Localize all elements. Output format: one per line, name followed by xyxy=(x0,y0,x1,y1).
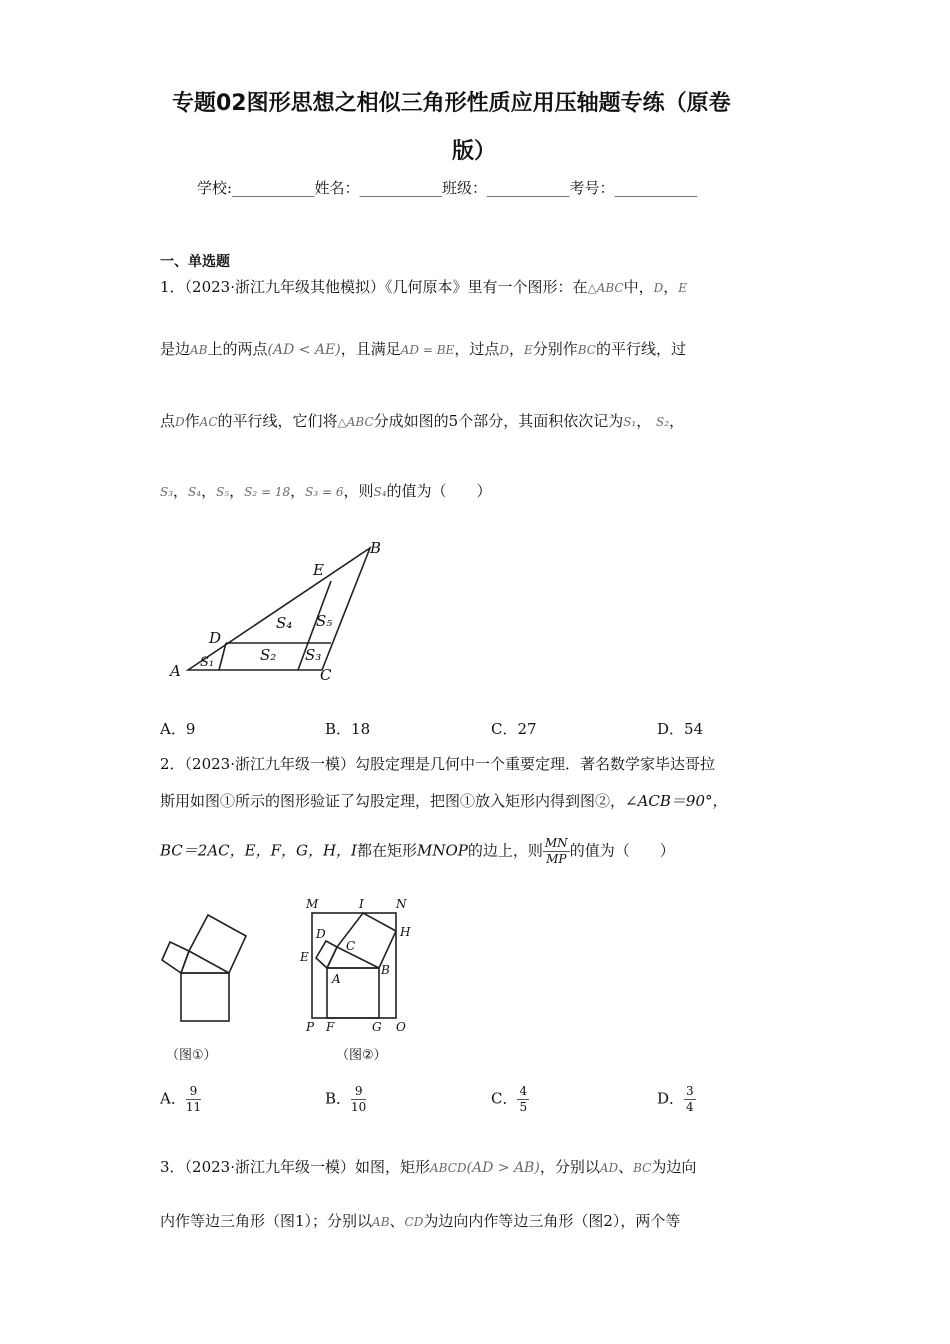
label-e: E xyxy=(300,950,309,964)
q1-math-d: D xyxy=(653,281,664,295)
q1-math-s4: S₄ xyxy=(373,485,387,499)
label-o: O xyxy=(396,1020,406,1034)
q1-text: ，则 xyxy=(343,482,374,500)
label-p: P xyxy=(306,1020,315,1034)
fig1-square-hypotenuse xyxy=(181,973,229,1021)
label-s1: S₁ xyxy=(200,655,215,670)
q1-option-c[interactable]: C．27 xyxy=(491,720,537,738)
q3-math-cd: CD xyxy=(404,1215,424,1229)
q1-math-s3-eq-6: S₃ = 6 xyxy=(305,485,344,499)
q3-text: 为边向 xyxy=(651,1158,697,1176)
q3-text: ，分别以 xyxy=(539,1158,600,1176)
q1-line2 xyxy=(160,338,686,359)
q1-math-ab: AB xyxy=(190,343,208,357)
q3-line2 xyxy=(160,1210,680,1231)
q1-text: ， xyxy=(290,482,306,500)
q2-frac-numerator: MN xyxy=(544,836,568,850)
q1-text: 作 xyxy=(184,412,200,430)
option-numerator: 3 xyxy=(686,1084,694,1098)
q3-math-bc: BC xyxy=(633,1161,652,1175)
q1-option-a[interactable]: A．9 xyxy=(160,720,196,738)
label-b: B xyxy=(381,963,390,977)
q2-line3 xyxy=(160,836,675,867)
q1-text: ， xyxy=(508,340,524,358)
q1-text: 的平行线，过 xyxy=(596,340,687,358)
fig2-small-square xyxy=(316,941,337,968)
page-title-line2: 版） xyxy=(452,139,497,164)
student-info-line: 学校:___________姓名：___________班级：___________考号：___________ xyxy=(197,179,698,197)
option-denominator: 10 xyxy=(351,1100,367,1114)
q1-math-s4: S₄ xyxy=(188,485,202,499)
q1-text: ， xyxy=(201,482,217,500)
q3-math-ab: AB xyxy=(372,1215,390,1229)
q2-option-d[interactable] xyxy=(657,1084,696,1115)
q1-text: ，过点 xyxy=(454,340,500,358)
q2-text: 斯用如图①所示的图形验证了勾股定理，把图①放入矩形内得到图②， xyxy=(160,792,626,810)
label-c: C xyxy=(320,666,332,684)
q1-math-d: D xyxy=(175,415,185,429)
q2-figure-2 xyxy=(300,895,420,1035)
label-d: D xyxy=(316,927,326,941)
fig2-line xyxy=(337,947,379,968)
option-letter: D． xyxy=(657,1089,685,1108)
q1-line3 xyxy=(160,410,684,431)
q2-fig2-caption: （图②） xyxy=(336,1048,387,1063)
q1-text: ， xyxy=(229,482,245,500)
option-denominator: 5 xyxy=(519,1100,528,1114)
q1-text: 点 xyxy=(160,412,176,430)
label-g: G xyxy=(372,1020,382,1034)
q1-math-s3: S₃ xyxy=(160,485,174,499)
fig1-line xyxy=(189,951,229,973)
q3-math-abcd: ABCD xyxy=(430,1161,467,1175)
q1-triangle-figure xyxy=(160,530,400,690)
q3-math-ad: AD xyxy=(599,1161,619,1175)
q1-math-s2: S₂ xyxy=(656,415,670,429)
option-fraction xyxy=(684,1084,696,1115)
q1-text: ， xyxy=(669,412,685,430)
q1-line4 xyxy=(160,480,492,501)
option-fraction xyxy=(517,1084,529,1115)
q1-text: 上的两点 xyxy=(207,340,268,358)
q2-frac-denominator: MP xyxy=(546,852,567,866)
q1-math-ad-lt-ae: (AD < AE) xyxy=(267,342,341,358)
q1-text: ， xyxy=(636,412,652,430)
q1-option-d[interactable]: D．54 xyxy=(657,720,704,738)
section-heading: 一、单选题 xyxy=(160,254,230,270)
q2-text: 的边上，则 xyxy=(467,841,543,860)
triangle-abc-outline xyxy=(188,548,370,670)
q1-text: ， xyxy=(663,278,679,296)
q1-math-bc: BC xyxy=(577,343,596,357)
q3-text: 3．（2023·浙江九年级一模）如图，矩形 xyxy=(160,1158,430,1176)
q2-condition: BC＝2AC，E，F，G，H，I xyxy=(160,841,357,860)
label-m: M xyxy=(306,897,319,911)
q2-rect-name: MNOP xyxy=(417,841,468,860)
q2-line2 xyxy=(160,790,728,811)
label-n: N xyxy=(396,897,407,911)
q2-text: 都在矩形 xyxy=(356,841,417,860)
option-letter: A． xyxy=(160,1089,186,1108)
q2-angle-acb: ∠ACB＝90°， xyxy=(625,792,728,810)
q1-text: 分成如图的5个部分，其面积依次记为 xyxy=(373,412,624,430)
option-letter: B． xyxy=(325,1089,352,1108)
label-e: E xyxy=(313,561,324,579)
option-letter: C． xyxy=(491,1089,518,1108)
q1-text: 的平行线，它们将 xyxy=(217,412,338,430)
q2-option-a[interactable] xyxy=(160,1084,201,1115)
q1-text: 的值为（ ） xyxy=(386,482,492,500)
label-s3: S₃ xyxy=(305,646,322,664)
q2-line1: 2．（2023·浙江九年级一模）勾股定理是几何中一个重要定理．著名数学家毕达哥拉 xyxy=(160,755,715,773)
q2-text: 的值为（ ） xyxy=(569,841,675,860)
label-s2: S₂ xyxy=(260,646,277,664)
q3-text: 内作等边三角形（图1）；分别以 xyxy=(160,1212,373,1230)
q3-line1 xyxy=(160,1156,696,1177)
label-d: D xyxy=(209,629,222,647)
q3-text: 、 xyxy=(389,1212,405,1230)
label-a: A xyxy=(170,662,181,680)
q3-text: 、 xyxy=(618,1158,634,1176)
q1-math-s5: S₅ xyxy=(216,485,230,499)
q1-line1 xyxy=(160,276,687,297)
label-c: C xyxy=(346,939,356,953)
q1-math-e: E xyxy=(523,343,533,357)
option-numerator: 9 xyxy=(186,1084,201,1100)
q2-option-b[interactable] xyxy=(325,1084,366,1115)
q3-math-ad-gt-ab: (AD > AB) xyxy=(466,1160,540,1176)
q1-text: ， xyxy=(173,482,189,500)
label-b: B xyxy=(370,539,382,557)
q1-math-e: E xyxy=(678,281,688,295)
q2-fraction-mn-mp xyxy=(543,836,570,867)
q1-text: ，且满足 xyxy=(340,340,401,358)
option-fraction xyxy=(351,1084,366,1115)
q3-text: 为边向内作等边三角形（图2），两个等 xyxy=(423,1212,681,1230)
q1-math-s2-eq-18: S₂ = 18 xyxy=(244,485,291,499)
q1-math-triangle-abc: △ABC xyxy=(587,281,624,295)
q1-math-ac: AC xyxy=(199,415,218,429)
label-f: F xyxy=(326,1020,335,1034)
page-title-line1: 专题02图形思想之相似三角形性质应用压轴题专练（原卷 xyxy=(172,91,731,116)
label-a: A xyxy=(332,972,341,986)
fig1-small-square xyxy=(162,942,189,973)
q1-option-b[interactable]: B．18 xyxy=(325,720,371,738)
q2-figure-1 xyxy=(160,905,250,1030)
q1-math-ad-eq-be: AD = BE xyxy=(400,343,455,357)
option-numerator: 9 xyxy=(351,1084,366,1100)
label-i: I xyxy=(359,897,364,911)
q1-math-d: D xyxy=(499,343,509,357)
option-fraction xyxy=(186,1084,201,1115)
option-denominator: 11 xyxy=(185,1100,202,1114)
q1-math-s1: S₁ xyxy=(623,415,637,429)
label-h: H xyxy=(400,925,411,939)
label-s5: S₅ xyxy=(316,612,333,630)
q1-math-triangle-abc: △ABC xyxy=(337,415,374,429)
option-numerator: 4 xyxy=(519,1084,528,1098)
label-s4: S₄ xyxy=(276,614,293,632)
q1-text: 分别作 xyxy=(532,340,578,358)
q1-text: 1．（2023·浙江九年级其他模拟）《几何原本》里有一个图形：在 xyxy=(160,278,588,296)
option-denominator: 4 xyxy=(686,1100,694,1114)
q2-fig1-caption: （图①） xyxy=(166,1048,217,1063)
q1-text: 中， xyxy=(623,278,654,296)
q1-text: 是边 xyxy=(160,340,191,358)
q2-option-c[interactable] xyxy=(491,1084,529,1115)
